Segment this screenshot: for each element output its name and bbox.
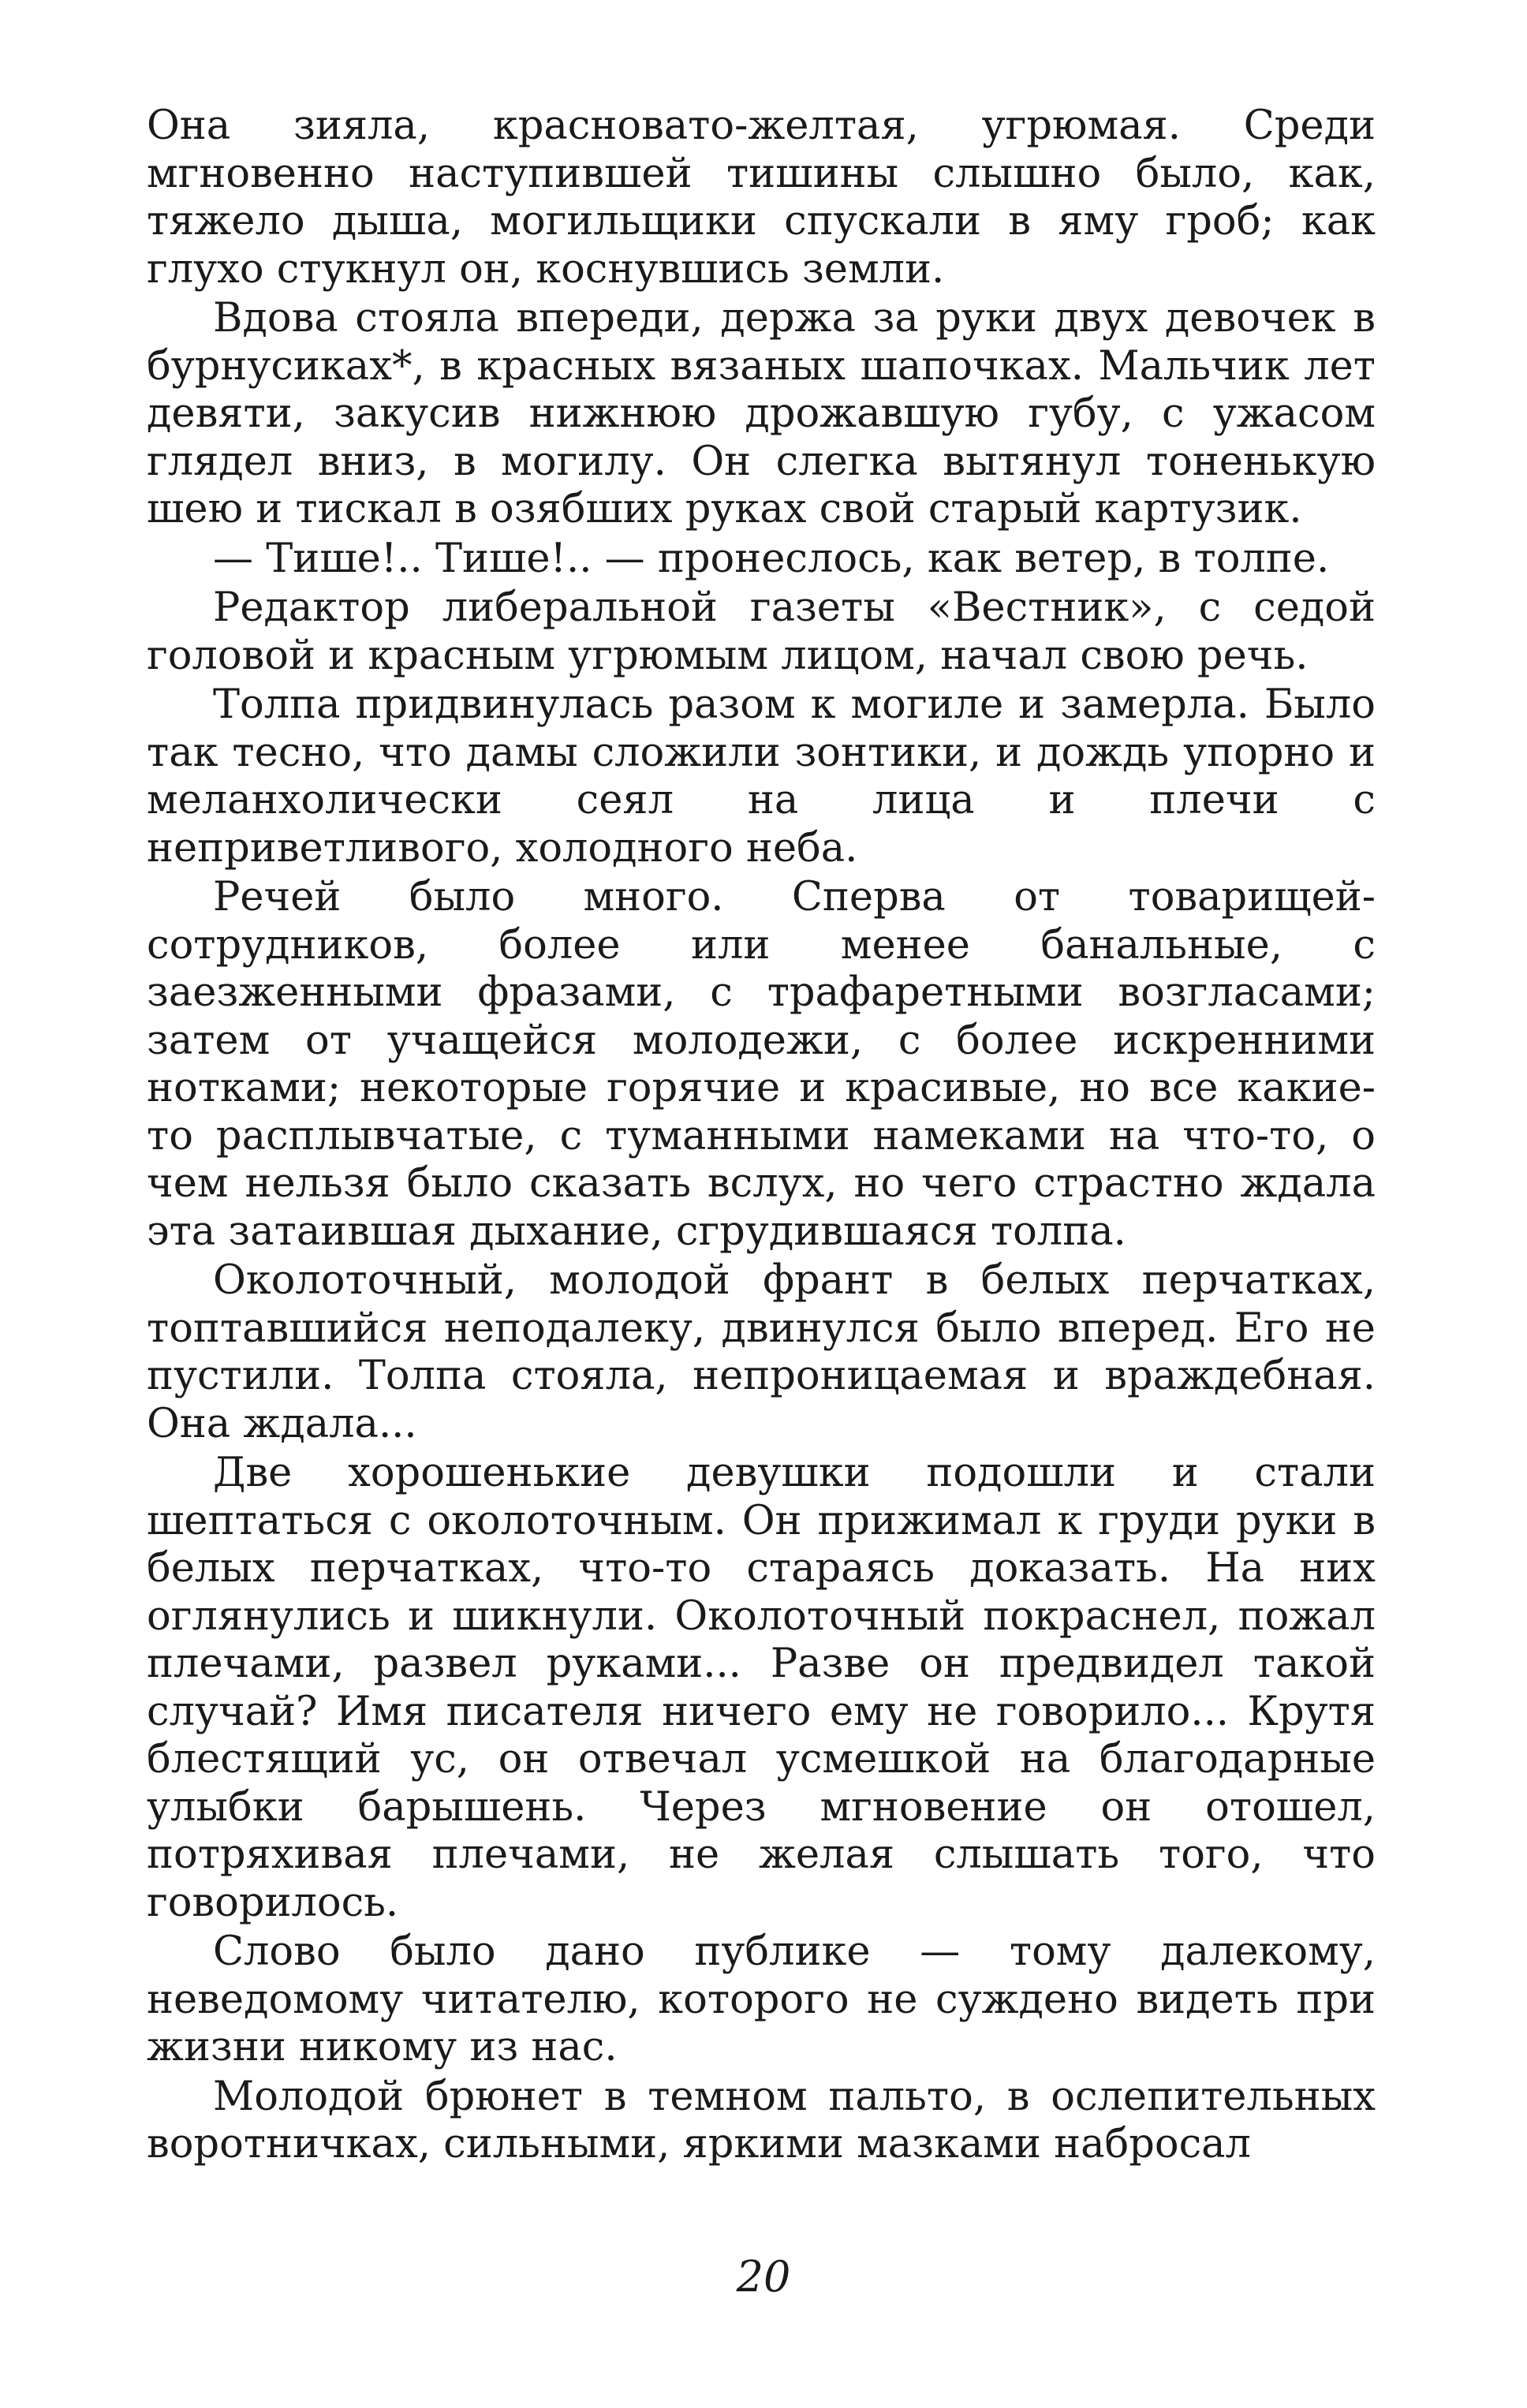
paragraph: Толпа придвинулась разом к могиле и замерла. Было так тесно, что дамы сложили зонтики, и дождь упорно и меланхолически сеял на лица и плечи с неприветливого, холодного неба. (147, 681, 1376, 872)
paragraph: Она зияла, красновато-желтая, угрюмая. Среди мгновенно наступившей тишины слышно было, как, тяжело дыша, могильщики спускали в яму гроб; как глухо стукнул он, коснувшись земли. (147, 103, 1376, 293)
paragraph: — Тише!.. Тише!.. — пронеслось, как ветер, в толпе. (213, 535, 1330, 582)
paragraph: Околоточный, молодой франт в белых перчатках, топтавшийся неподалеку, двинулся было вперед. Его не пустили. Толпа стояла, непроницаемая и враждебная. Она ждала... (147, 1257, 1376, 1447)
paragraph: Вдова стояла впереди, держа за руки двух девочек в бурнусиках*, в красных вязаных шапочках. Мальчик лет девяти, закусив нижнюю дрожавшую губу, с ужасом глядел вниз, в могилу. Он слегка вытянул тоненькую шею и тискал в озябших руках свой старый картузик. (147, 295, 1376, 532)
paragraph: Слово было дано публике — тому далекому, неведомому читателю, которого не суждено видеть при жизни никому из нас. (147, 1928, 1376, 2070)
paragraph: Молодой брюнет в темном пальто, в ослепительных воротничках, сильными, яркими мазками набросал (147, 2073, 1376, 2167)
paragraph: Речей было много. Сперва от товарищей-сотрудников, более или менее банальные, с заезженными фразами, с трафаретными возгласами; затем от учащейся молодежи, с более искренними нотками; некоторые горячие и красивые, но все какие-то расплывчатые, с туманными намеками на что-то, о чем нельзя было сказать вслух, но чего страстно ждала эта затаившая дыхание, сгрудившаяся толпа. (147, 874, 1376, 1255)
page-number: 20 (736, 2252, 791, 2302)
paragraph: Редактор либеральной газеты «Вестник», с седой головой и красным угрюмым лицом, начал свою речь. (147, 584, 1376, 679)
paragraph: Две хорошенькие девушки подошли и стали шептаться с околоточным. Он прижимал к груди руки в белых перчатках, что-то стараясь доказать. На них оглянулись и шикнули. Околоточный покраснел, пожал плечами, развел руками... Разве он предвидел такой случай? Имя писателя ничего ему не говорило... Крутя блестящий ус, он отвечал усмешкой на благодарные улыбки барышень. Через мгновение он отошел, потряхивая плечами, не желая слышать того, что говорилось. (147, 1450, 1376, 1926)
body-text (147, 103, 1376, 2169)
